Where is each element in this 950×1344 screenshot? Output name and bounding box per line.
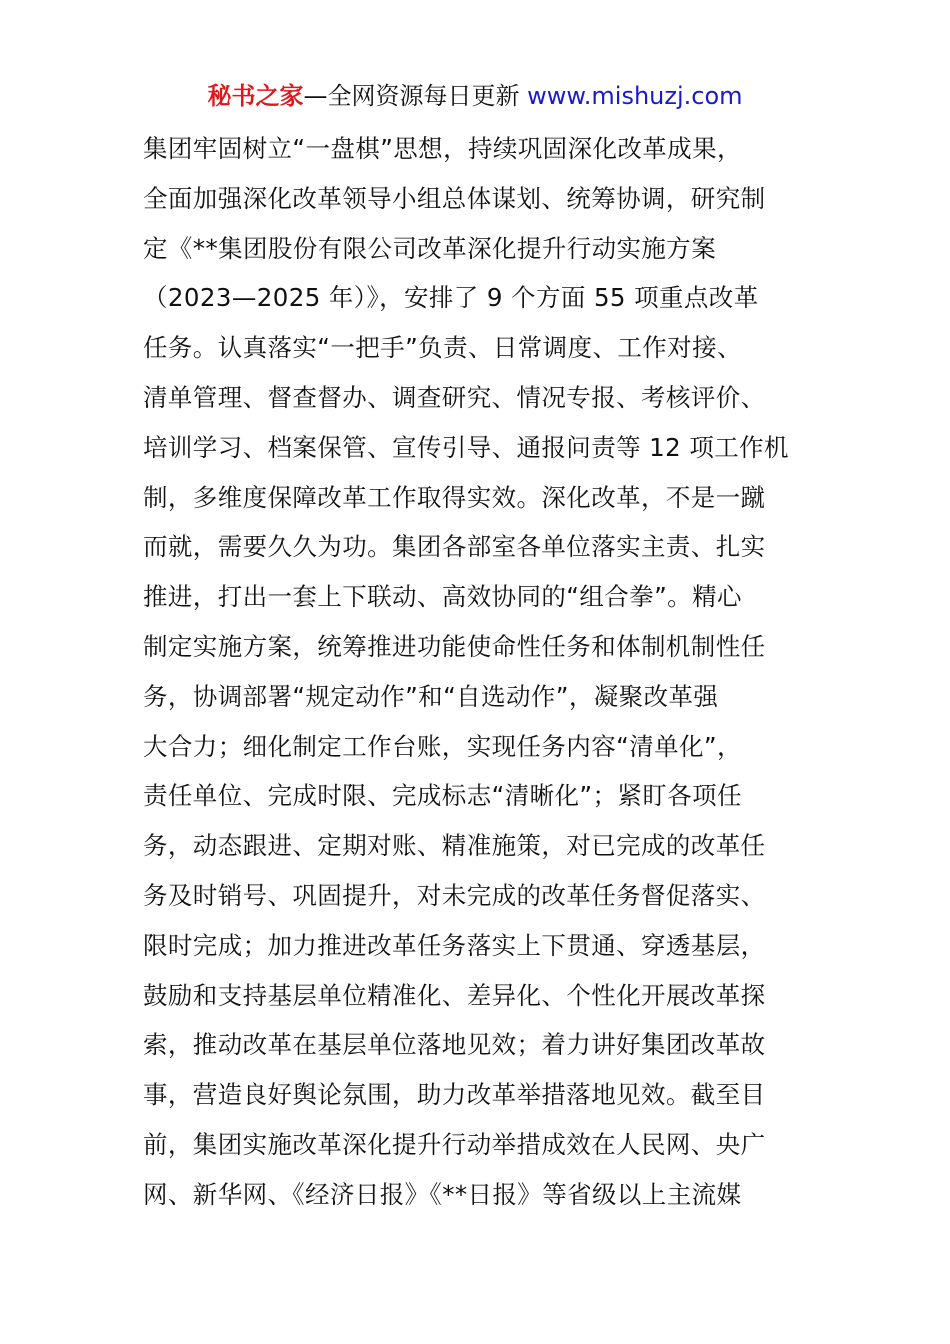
body-line: 大合力；细化制定工作台账，实现任务内容“清单化”， xyxy=(143,731,742,761)
body-line: 鼓励和支持基层单位精准化、差异化、个性化开展改革探 xyxy=(143,980,766,1010)
body-line: 推进，打出一套上下联动、高效协同的“组合拳”。精心 xyxy=(143,582,742,612)
body-line: 网、新华网、《经济日报》《**日报》等省级以上主流媒 xyxy=(143,1179,742,1209)
body-line: 务，协调部署“规定动作”和“自选动作”，凝聚改革强 xyxy=(143,681,719,711)
body-line: 务及时销号、巩固提升，对未完成的改革任务督促落实、 xyxy=(143,880,766,910)
body-line: 培训学习、档案保管、宣传引导、通报问责等 12 项工作机 xyxy=(143,432,789,462)
page-header xyxy=(0,80,950,112)
body-line: （2023—2025 年）》，安排了 9 个方面 55 项重点改革 xyxy=(143,283,759,313)
document-body xyxy=(143,124,823,1220)
body-line: 集团牢固树立“一盘棋”思想，持续巩固深化改革成果， xyxy=(143,134,742,163)
brand-name: 秘书之家 xyxy=(207,82,304,110)
header-tagline: —全网资源每日更新 xyxy=(303,82,528,110)
body-line: 制定实施方案，统筹推进功能使命性任务和体制机制性任 xyxy=(143,631,766,661)
header-url-link[interactable]: www.mishuzj.com xyxy=(527,82,743,110)
body-line: 务，动态跟进、定期对账、精准施策，对已完成的改革任 xyxy=(143,831,766,861)
body-line: 限时完成；加力推进改革任务落实上下贯通、穿透基层， xyxy=(143,930,766,960)
body-line: 事，营造良好舆论氛围，助力改革举措落地见效。截至目 xyxy=(143,1080,766,1110)
body-line: 任务。认真落实“一把手”负责、日常调度、工作对接、 xyxy=(143,333,742,363)
body-line: 前，集团实施改革深化提升行动举措成效在人民网、央广 xyxy=(143,1129,766,1159)
body-line: 责任单位、完成时限、完成标志“清晰化”；紧盯各项任 xyxy=(143,781,742,811)
body-line: 制，多维度保障改革工作取得实效。深化改革，不是一蹴 xyxy=(143,482,766,512)
body-line: 清单管理、督查督办、调查研究、情况专报、考核评价、 xyxy=(143,382,766,412)
body-line: 全面加强深化改革领导小组总体谋划、统筹协调，研究制 xyxy=(143,183,766,213)
body-line: 而就，需要久久为功。集团各部室各单位落实主责、扎实 xyxy=(143,532,766,562)
body-line: 定《**集团股份有限公司改革深化提升行动实施方案 xyxy=(143,233,717,263)
body-line: 索，推动改革在基层单位落地见效；着力讲好集团改革故 xyxy=(143,1030,766,1060)
